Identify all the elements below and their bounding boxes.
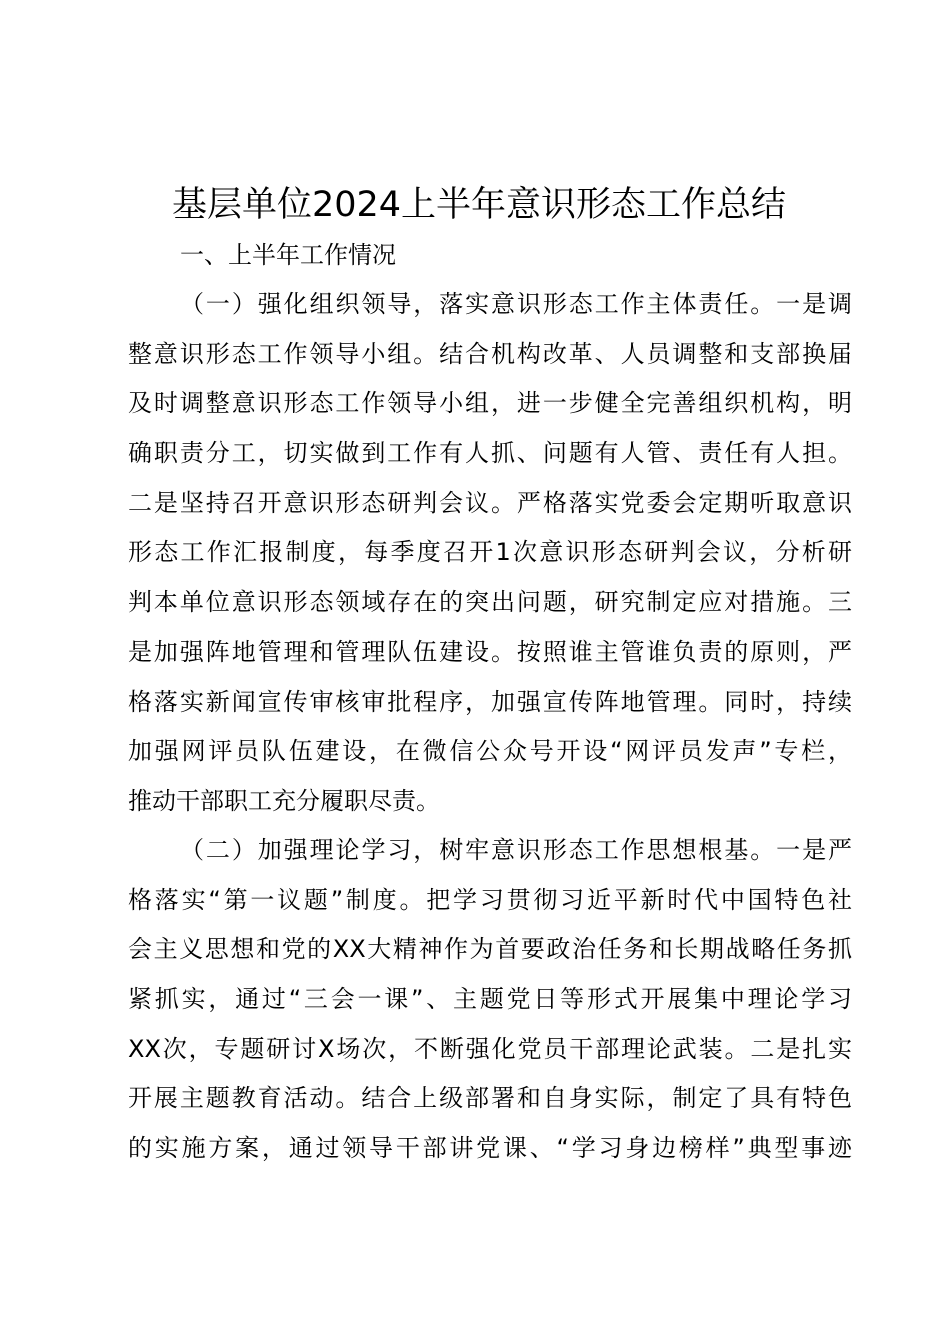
paragraph-2-line: 会主义思想和党的XX大精神作为首要政治任务和长期战略任务抓 xyxy=(128,935,852,964)
paragraph-2-line: 的实施方案，通过领导干部讲党课、“学习身边榜样”典型事迹 xyxy=(128,1134,852,1163)
paragraph-2 xyxy=(128,826,852,1174)
paragraph-2-line: 格落实“第一议题”制度。把学习贯彻习近平新时代中国特色社 xyxy=(128,885,852,914)
paragraph-1-line: （一）强化组织领导，落实意识形态工作主体责任。一是调 xyxy=(180,290,852,318)
paragraph-2-line: （二）加强理论学习，树牢意识形态工作思想根基。一是严 xyxy=(180,836,852,864)
paragraph-1-line: 推动干部职工充分履职尽责。 xyxy=(128,786,440,815)
paragraph-1-line: 是加强阵地管理和管理队伍建设。按照谁主管谁负责的原则，严 xyxy=(128,637,852,666)
paragraph-2-line: XX次，专题研讨X场次，不断强化党员干部理论武装。二是扎实 xyxy=(128,1034,852,1063)
paragraph-1-line: 整意识形态工作领导小组。结合机构改革、人员调整和支部换届 xyxy=(128,339,852,368)
paragraph-1-line: 加强网评员队伍建设，在微信公众号开设“网评员发声”专栏， xyxy=(128,737,852,766)
paragraph-2-line: 紧抓实，通过“三会一课”、主题党日等形式开展集中理论学习 xyxy=(128,985,852,1014)
paragraph-1-line: 及时调整意识形态工作领导小组，进一步健全完善组织机构，明 xyxy=(128,389,852,418)
paragraph-1-line: 判本单位意识形态领域存在的突出问题，研究制定应对措施。三 xyxy=(128,588,852,617)
paragraph-1-line: 二是坚持召开意识形态研判会议。严格落实党委会定期听取意识 xyxy=(128,488,852,517)
section-heading-1: 一、上半年工作情况 xyxy=(180,241,396,269)
paragraph-2-line: 开展主题教育活动。结合上级部署和自身实际，制定了具有特色 xyxy=(128,1084,852,1113)
paragraph-1 xyxy=(128,280,852,827)
document-title: 基层单位2024上半年意识形态工作总结 xyxy=(171,185,787,225)
paragraph-1-line: 形态工作汇报制度，每季度召开1次意识形态研判会议，分析研 xyxy=(128,538,852,567)
paragraph-1-line: 格落实新闻宣传审核审批程序，加强宣传阵地管理。同时，持续 xyxy=(128,687,852,716)
paragraph-1-line: 确职责分工，切实做到工作有人抓、问题有人管、责任有人担。 xyxy=(128,439,852,468)
